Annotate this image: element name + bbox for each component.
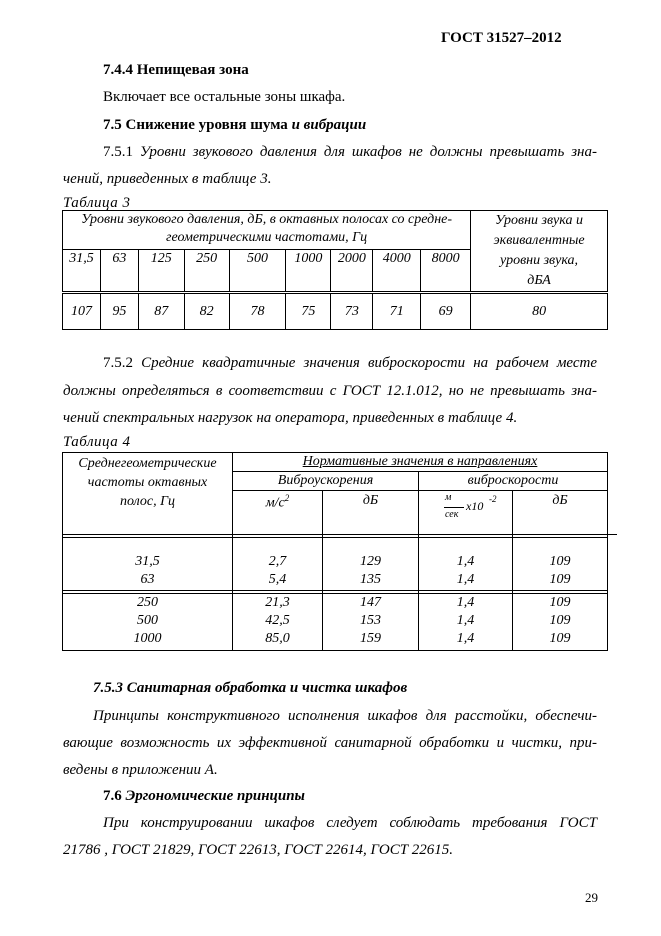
table4-cell: 135 — [360, 572, 381, 587]
section-75-title — [103, 117, 366, 134]
section-75-title-plain: 7.5 Снижение уровня шума — [103, 117, 288, 133]
section-752-line1 — [103, 355, 597, 372]
table3-freq: 125 — [138, 249, 184, 292]
table3-freq: 1000 — [286, 249, 331, 292]
section-753-line1: Принципы конструктивного исполнения шкафов для расстойки, обеспечи- — [93, 708, 597, 724]
section-751-line2: чений, приведенных в таблице 3. — [63, 171, 272, 187]
table4-cell: 1,4 — [456, 595, 475, 610]
table4-col1-header-line3: полос, Гц — [119, 494, 176, 509]
table4-group2-vel — [419, 594, 512, 648]
table4-cell: 1,4 — [456, 554, 475, 569]
table4-unit-accel-base: м/с — [265, 495, 285, 511]
table4-cell: 63 — [140, 572, 155, 587]
table3-level: 78 — [229, 293, 286, 330]
table4-col1-header-line2: частоты октавных — [87, 475, 208, 490]
table3-freq: 2000 — [331, 249, 373, 292]
table4-group1-accel-db — [323, 553, 418, 589]
section-753-line3: ведены в приложении А. — [63, 762, 218, 778]
table4-unit-db1: дБ — [362, 493, 379, 508]
table3-level: 73 — [331, 293, 373, 330]
table3-level: 71 — [373, 293, 421, 330]
section-752-text1: Средние квадратичные значения виброскорости на рабочем месте — [141, 355, 597, 371]
section-76-line2: 21786 , ГОСТ 21829, ГОСТ 22613, ГОСТ 22614, ГОСТ 22615. — [63, 842, 454, 858]
table3-caption: Таблица 3 — [63, 195, 131, 211]
section-76-number: 7.6 — [103, 788, 122, 804]
section-752-number: 7.5.2 — [103, 355, 133, 371]
table3-header-side — [471, 211, 608, 293]
section-76-title — [103, 788, 305, 805]
table3-freq: 63 — [100, 249, 138, 292]
section-752-line3: чений спектральных нагрузок на оператора, приведенных в таблице 4. — [63, 410, 518, 426]
table4-group2-freq — [63, 594, 232, 648]
document-code: ГОСТ 31527–2012 — [441, 30, 562, 46]
table3-header-side-line3: уровни звука, — [500, 253, 579, 268]
table4-unit-accel — [233, 493, 322, 512]
table4-col1-header-line1: Среднегеометрические — [78, 456, 217, 471]
table4-cell: 109 — [549, 613, 571, 628]
table3-freq: 31,5 — [63, 249, 101, 292]
table3-level: 87 — [138, 293, 184, 330]
table4-cell: 2,7 — [268, 554, 287, 569]
section-751-line1 — [103, 144, 597, 161]
table3-header-side-line1: Уровни звука и — [495, 213, 583, 228]
table4-cell: 31,5 — [135, 554, 160, 569]
table4-cell: 153 — [360, 613, 381, 628]
section-753-title: 7.5.3 Санитарная обработка и чистка шкафов — [93, 680, 408, 696]
table3-level: 95 — [100, 293, 138, 330]
table4-cell: 109 — [549, 595, 571, 610]
table4-cell: 109 — [549, 554, 571, 569]
table3-header-main — [63, 211, 471, 250]
table4-accel-header: Виброускорения — [277, 473, 374, 488]
table3-level: 107 — [63, 293, 101, 330]
table4-group1-freq — [63, 553, 232, 589]
table3-level: 69 — [421, 293, 471, 330]
table3-header-main-line1: Уровни звукового давления, дБ, в октавных полосах со средне- — [81, 212, 453, 227]
table4-unit-vel-mult: x10 — [466, 499, 484, 513]
table3-header-side-line4: дБА — [527, 273, 551, 288]
table4-cell: 21,3 — [265, 595, 290, 610]
table4-cell: 42,5 — [265, 613, 290, 628]
table3-freq: 500 — [229, 249, 286, 292]
section-76-line1: При конструировании шкафов следует соблюдать требования ГОСТ — [103, 815, 597, 831]
table4-cell: 1000 — [133, 631, 162, 646]
table4-group1-vel — [419, 553, 512, 589]
table4-group2-accel — [233, 594, 322, 648]
table4-cell: 147 — [360, 595, 381, 610]
table4-caption: Таблица 4 — [63, 434, 131, 450]
table4-cell: 1,4 — [456, 631, 475, 646]
table4-group2-accel-db — [323, 594, 418, 648]
section-744-text: Включает все остальные зоны шкафа. — [103, 89, 346, 105]
table4-col1-header — [63, 454, 232, 511]
table3-level: 82 — [184, 293, 229, 330]
table3-header-main-line2: геометрическими частотами, Гц — [166, 230, 368, 245]
page-number: 29 — [585, 890, 598, 905]
table4-unit-vel-num: м — [445, 492, 452, 503]
table4-cell: 109 — [549, 631, 571, 646]
table4-cell: 109 — [549, 572, 571, 587]
table4-unit-accel-exp: 2 — [284, 493, 290, 503]
table4-unit-vel-exp: -2 — [489, 494, 497, 504]
section-744-title: 7.4.4 Непищевая зона — [103, 62, 249, 78]
table4-velocity-header: виброскорости — [467, 473, 559, 488]
section-751-text1: Уровни звукового давления для шкафов не должны превышать зна- — [139, 144, 597, 160]
table4-cell: 500 — [137, 613, 158, 628]
section-753-line2: вающие возможность их эффективной санитарной обработки и чистки, при- — [63, 735, 597, 751]
table4-cell: 129 — [360, 554, 381, 569]
table4-group1-vel-db — [513, 553, 607, 589]
table3-freq: 4000 — [373, 249, 421, 292]
table4-cell: 159 — [360, 631, 381, 646]
section-752-line2: должны определяться в соответствии с ГОСТ 12.1.012, но не превышать зна- — [63, 383, 597, 399]
table4-cell: 5,4 — [268, 572, 287, 587]
table3-header-side-line2: эквивалентные — [493, 233, 585, 248]
section-751-number: 7.5.1 — [103, 144, 133, 160]
table4-unit-vel-den: сек — [445, 509, 459, 520]
table4-cell: 85,0 — [265, 631, 290, 646]
table4-cell: 250 — [137, 595, 158, 610]
table3 — [62, 210, 608, 330]
table4-unit-db2: дБ — [552, 493, 568, 508]
table3-level: 75 — [286, 293, 331, 330]
table3-total: 80 — [471, 293, 608, 330]
section-76-title-text: Эргономические принципы — [125, 788, 305, 804]
table4-cell: 1,4 — [456, 572, 475, 587]
table3-freq: 250 — [184, 249, 229, 292]
table3-freq: 8000 — [421, 249, 471, 292]
table4-group2-vel-db — [513, 594, 607, 648]
table4-group-header: Нормативные значения в направлениях — [302, 454, 538, 469]
table4-cell: 1,4 — [456, 613, 475, 628]
section-75-title-italic: и вибрации — [291, 117, 367, 133]
table4-group1-accel — [233, 553, 322, 589]
